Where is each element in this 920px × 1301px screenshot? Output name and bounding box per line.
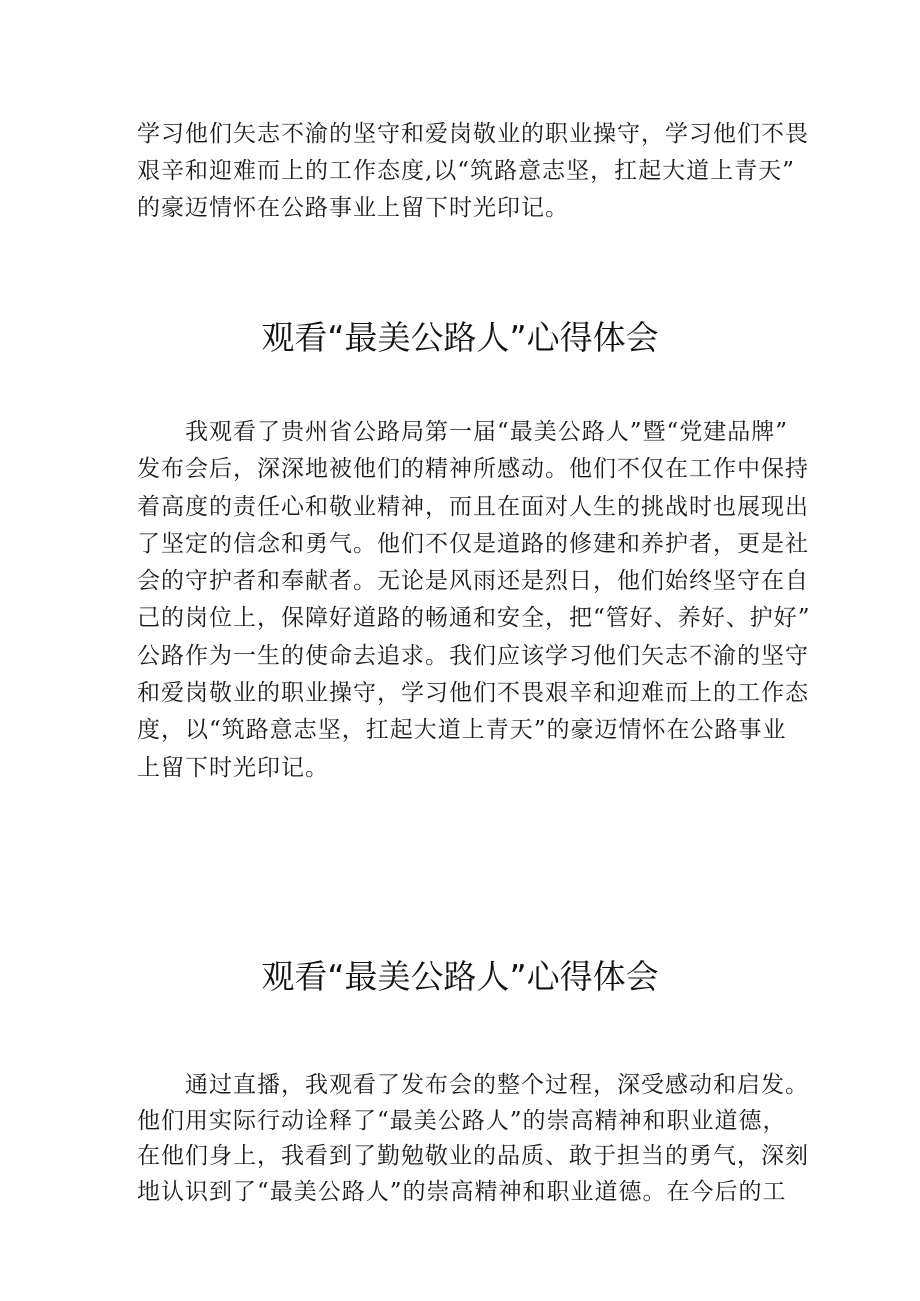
text-line: 了坚定的信念和勇气。他们不仅是道路的修建和养护者，更是社 (137, 530, 809, 557)
text-line: 度，以“筑路意志坚，扛起大道上青天”的豪迈情怀在公路事业 (137, 717, 787, 744)
text-line: 公路作为一生的使命去追求。我们应该学习他们矢志不渝的坚守 (137, 642, 809, 669)
text-line: 会的守护者和奉献者。无论是风雨还是烈日，他们始终坚守在自 (137, 568, 809, 595)
section-2-body (137, 1068, 809, 1210)
section-heading: 观看“最美公路人”心得体会 (261, 957, 659, 996)
text-line: 在他们身上，我看到了勤勉敬业的品质、敢于担当的勇气，深刻 (137, 1143, 809, 1169)
text-line: 艰辛和迎难而上的工作态度,以“筑路意志坚，扛起大道上青天” (137, 158, 795, 184)
text-line: 学习他们矢志不渝的坚守和爱岗敬业的职业操守，学习他们不畏 (137, 121, 809, 147)
paragraph-continuation (137, 116, 809, 227)
text-line: 我观看了贵州省公路局第一届“最美公路人”暨“党建品牌” (137, 419, 789, 445)
text-line: 他们用实际行动诠释了“最美公路人”的崇高精神和职业道德， (137, 1107, 787, 1134)
text-line: 己的岗位上，保障好道路的畅通和安全，把“管好、养好、护好” (137, 605, 811, 632)
text-line: 着高度的责任心和敬业精神，而且在面对人生的挑战时也展现出 (137, 493, 809, 520)
section-1-body (137, 414, 811, 787)
section-heading: 观看“最美公路人”心得体会 (261, 318, 659, 357)
text-line: 上留下时光印记。 (137, 754, 329, 781)
text-line: 地认识到了“最美公路人”的崇高精神和职业道德。在今后的工 (137, 1178, 787, 1205)
text-line: 和爱岗敬业的职业操守，学习他们不畏艰辛和迎难而上的工作态 (137, 680, 809, 707)
text-line: 通过直播，我观看了发布会的整个过程，深受感动和启发。 (137, 1072, 809, 1098)
text-line: 的豪迈情怀在公路事业上留下时光印记。 (137, 195, 569, 221)
text-line: 发布会后，深深地被他们的精神所感动。他们不仅在工作中保持 (137, 456, 809, 483)
